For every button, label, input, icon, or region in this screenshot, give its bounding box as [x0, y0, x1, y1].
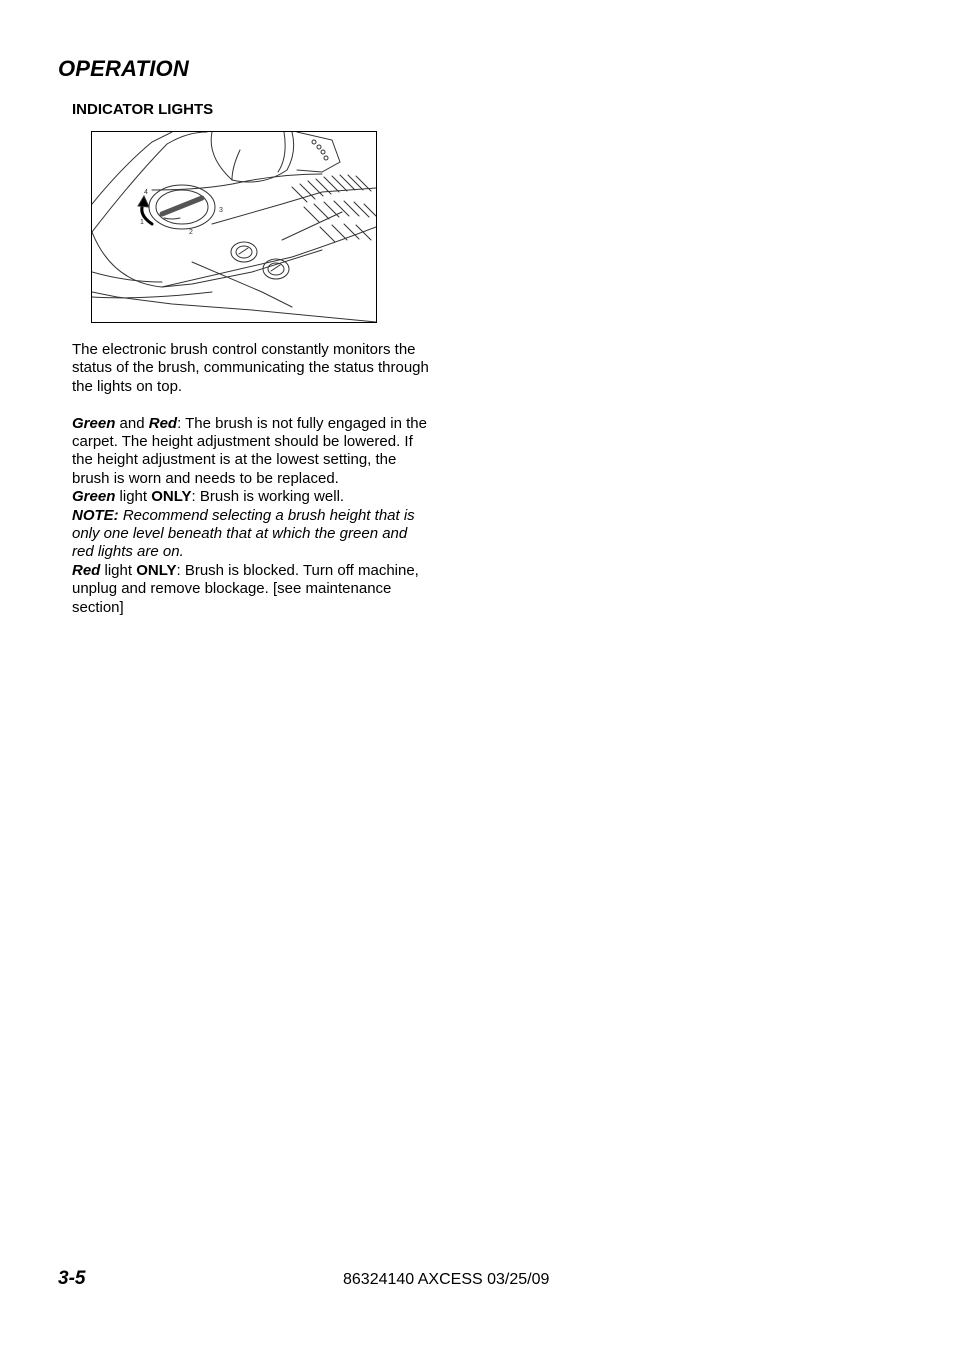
section-title: OPERATION [58, 56, 189, 81]
green-term: Green [72, 414, 116, 432]
indicator-lights-description [72, 341, 432, 617]
green-and-red-paragraph [72, 415, 432, 489]
document-id: 86324140 AXCESS 03/25/09 [343, 1271, 550, 1288]
red-term: Red [72, 561, 101, 579]
dial-label-4: 4 [144, 189, 148, 196]
note-paragraph [72, 507, 432, 562]
green-term: Green [72, 488, 116, 506]
dial-label-2: 2 [189, 229, 193, 236]
note-label: NOTE: [72, 506, 119, 524]
page-number: 3-5 [58, 1268, 86, 1289]
dial-label-3: 3 [219, 207, 223, 214]
green-only-paragraph [72, 488, 432, 506]
red-only-paragraph [72, 562, 432, 617]
dial-label-1: 1 [140, 219, 144, 226]
paragraph-spacer [72, 396, 432, 414]
red-term: Red [148, 414, 178, 432]
brush-height-dial-and-indicator-lights-illustration [92, 132, 376, 322]
indicator-lights-figure [91, 131, 377, 323]
green-only-text: : Brush is working well. [191, 488, 345, 506]
and-word: and [115, 414, 149, 432]
only-term: ONLY [151, 488, 192, 506]
light-word: light [115, 488, 152, 506]
red-only-text: : Brush is blocked. Turn off machine, unplug and remove blockage. [see maintenance section] [72, 561, 419, 616]
subheading-indicator-lights: INDICATOR LIGHTS [72, 101, 214, 118]
intro-paragraph: The electronic brush control constantly monitors the status of the brush, communicating the status through the lights on top. [72, 341, 429, 395]
only-term: ONLY [136, 561, 177, 579]
green-and-red-text: : The brush is not fully engaged in the carpet. The height adjustment should be lowered. If the height adjustment is at the lowest setting, the brush is worn and needs to be replaced. [72, 414, 427, 487]
light-word: light [100, 561, 137, 579]
note-text: Recommend selecting a brush height that is only one level beneath that at which the green and red lights are on. [72, 506, 415, 561]
